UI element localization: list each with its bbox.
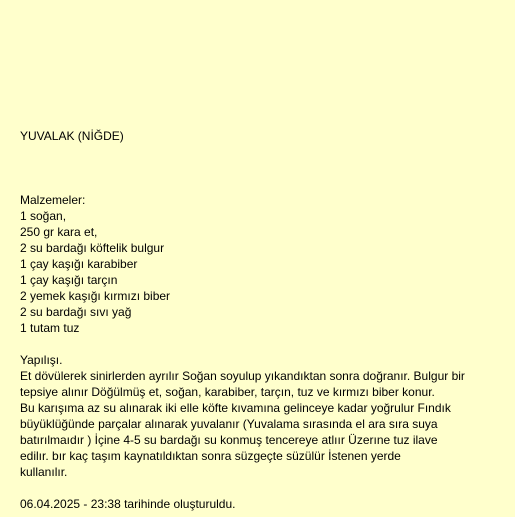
ingredient-item: 1 soğan, <box>20 209 67 223</box>
created-timestamp: 06.04.2025 - 23:38 tarihinde oluşturuldu. <box>20 497 236 511</box>
ingredients-heading: Malzemeler: <box>20 193 86 207</box>
ingredient-item: 1 çay kaşığı karabiber <box>20 257 138 271</box>
instructions-heading: Yapılışı. <box>20 353 63 367</box>
instructions-line: Bu karışıma az su alınarak iki elle köfte kıvamına gelinceye kadar yoğrulur Fındık <box>20 401 451 415</box>
instructions-line: kullanılır. <box>20 465 68 479</box>
ingredient-item: 2 yemek kaşığı kırmızı biber <box>20 289 171 303</box>
instructions-section <box>20 352 508 480</box>
recipe-title: YUVALAK (NİĞDE) <box>20 129 124 143</box>
ingredients-section <box>20 192 508 336</box>
ingredient-item: 1 tutam tuz <box>20 321 80 335</box>
ingredient-item: 2 su bardağı köftelik bulgur <box>20 241 165 255</box>
ingredient-item: 2 su bardağı sıvı yağ <box>20 305 132 319</box>
ingredient-item: 250 gr kara et, <box>20 225 98 239</box>
instructions-line: batırılmaıdır ) İçine 4-5 su bardağı su konmuş tencereye atlıır Üzerıne tuz ilave <box>20 433 438 447</box>
instructions-line: büyüklüğünde parçalar alınarak yuvalanır (Yuvalama sırasında el ara sıra suya <box>20 417 438 431</box>
instructions-line: tepsiye alınır Döğülmüş et, soğan, karabiber, tarçın, tuz ve kırmızı biber konur. <box>20 385 435 399</box>
instructions-line: edilır. bır kaç taşım kaynatıldıktan sonra süzgeçte süzülür İstenen yerde <box>20 449 401 463</box>
instructions-line: Et dövülerek sinirlerden ayrılır Soğan soyulup yıkandıktan sonra doğranır. Bulgur bir <box>20 369 465 383</box>
ingredient-item: 1 çay kaşığı tarçın <box>20 273 118 287</box>
